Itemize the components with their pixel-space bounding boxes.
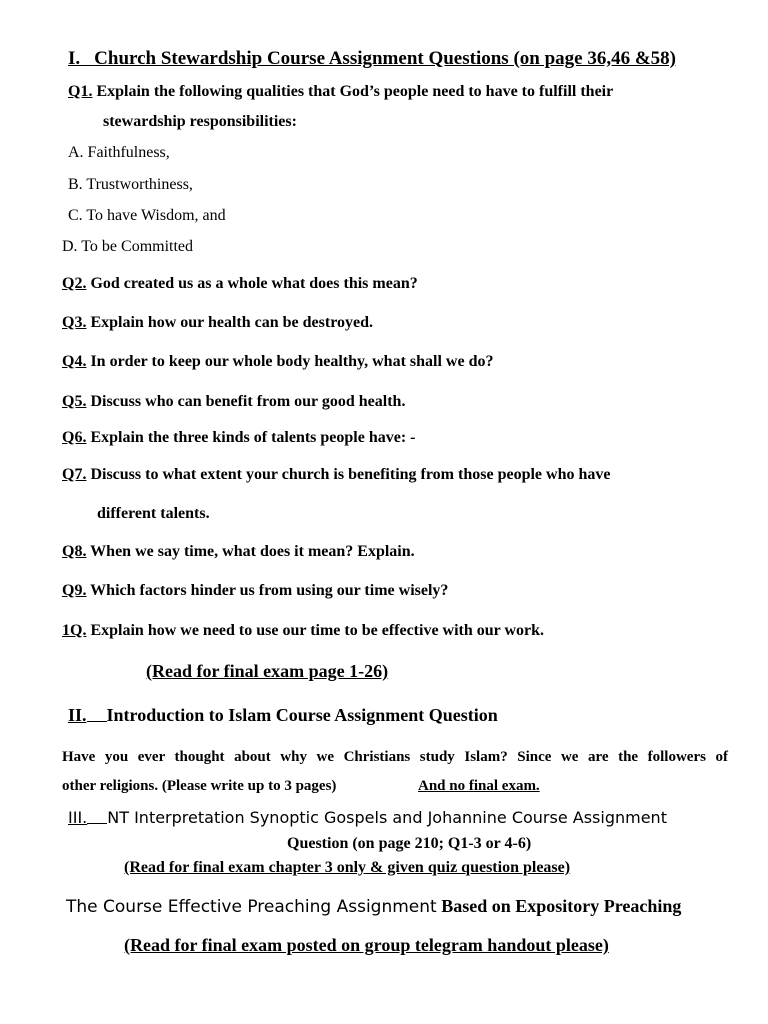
option-a: A. Faithfulness, — [68, 144, 170, 161]
question-number: 1Q. — [62, 622, 87, 639]
question-text: Which factors hinder us from using our time wisely? — [90, 582, 449, 599]
section1-number: I. — [68, 48, 81, 69]
section2-number: II. — [68, 705, 87, 725]
question-10 — [62, 622, 544, 640]
section2-body-line2: other religions. (Please write up to 3 pages) — [62, 778, 337, 794]
question-number: Q6. — [62, 429, 87, 446]
question-9 — [62, 582, 448, 600]
section3-number: III. — [68, 808, 88, 827]
question-text: Discuss who can benefit from our good health. — [90, 393, 406, 410]
section1-title: Church Stewardship Course Assignment Questions (on page 36,46 &58) — [94, 48, 677, 69]
section2-heading — [68, 705, 498, 726]
section4-read-note: (Read for final exam posted on group telegram handout please) — [124, 935, 609, 955]
section1-heading — [68, 48, 676, 70]
question-text: When we say time, what does it mean? Explain. — [90, 543, 415, 560]
question-text: different talents. — [97, 505, 210, 522]
question-text: Explain how we need to use our time to be effective with our work. — [90, 622, 545, 639]
question-3 — [62, 314, 373, 332]
question-number: Q5. — [62, 393, 87, 410]
section4-title-a: The Course Effective Preaching Assignment — [66, 897, 437, 917]
section1-read-note: (Read for final exam page 1-26) — [146, 661, 389, 681]
question-text: Explain the following qualities that God’s people need to have to fulfill their — [96, 83, 614, 100]
section3-subtitle: Question (on page 210; Q1-3 or 4-6) — [287, 835, 532, 852]
question-number: Q4. — [62, 353, 87, 370]
question-text: stewardship responsibilities: — [103, 113, 297, 130]
question-text: Explain the three kinds of talents people have: - — [90, 429, 416, 446]
question-6 — [62, 429, 416, 447]
section4-heading — [66, 896, 681, 917]
question-number: Q7. — [62, 466, 87, 483]
question-number: Q9. — [62, 582, 87, 599]
question-7 — [62, 466, 610, 484]
section3-read-note: (Read for final exam chapter 3 only & given quiz question please) — [124, 859, 571, 876]
question-number: Q3. — [62, 314, 87, 331]
question-text: Explain how our health can be destroyed. — [90, 314, 374, 331]
question-8 — [62, 543, 415, 561]
section3-title: NT Interpretation Synoptic Gospels and Johannine Course Assignment — [107, 808, 667, 827]
section2-body-line1: Have you ever thought about why we Christians study Islam? Since we are the followers of — [62, 749, 728, 765]
question-text: In order to keep our whole body healthy, what shall we do? — [90, 353, 494, 370]
option-c: C. To have Wisdom, and — [68, 207, 226, 224]
section2-title: Introduction to Islam Course Assignment Question — [106, 705, 498, 725]
section3-heading — [68, 808, 667, 827]
question-7-continuation — [97, 505, 210, 523]
section4-title-b: Based on Expository Preaching — [441, 896, 682, 916]
section2-no-final-exam: And no final exam. — [418, 778, 540, 794]
question-5 — [62, 393, 405, 411]
question-2 — [62, 275, 418, 293]
question-number: Q2. — [62, 275, 87, 292]
question-text: Discuss to what extent your church is benefiting from those people who have — [90, 466, 611, 483]
option-b: B. Trustworthiness, — [68, 176, 193, 193]
question-number: Q1. — [68, 83, 93, 100]
question-1-continuation — [103, 113, 297, 131]
question-number: Q8. — [62, 543, 87, 560]
question-1 — [68, 83, 613, 101]
question-4 — [62, 353, 493, 371]
option-d: D. To be Committed — [62, 238, 194, 255]
question-text: God created us as a whole what does this mean? — [90, 275, 418, 292]
